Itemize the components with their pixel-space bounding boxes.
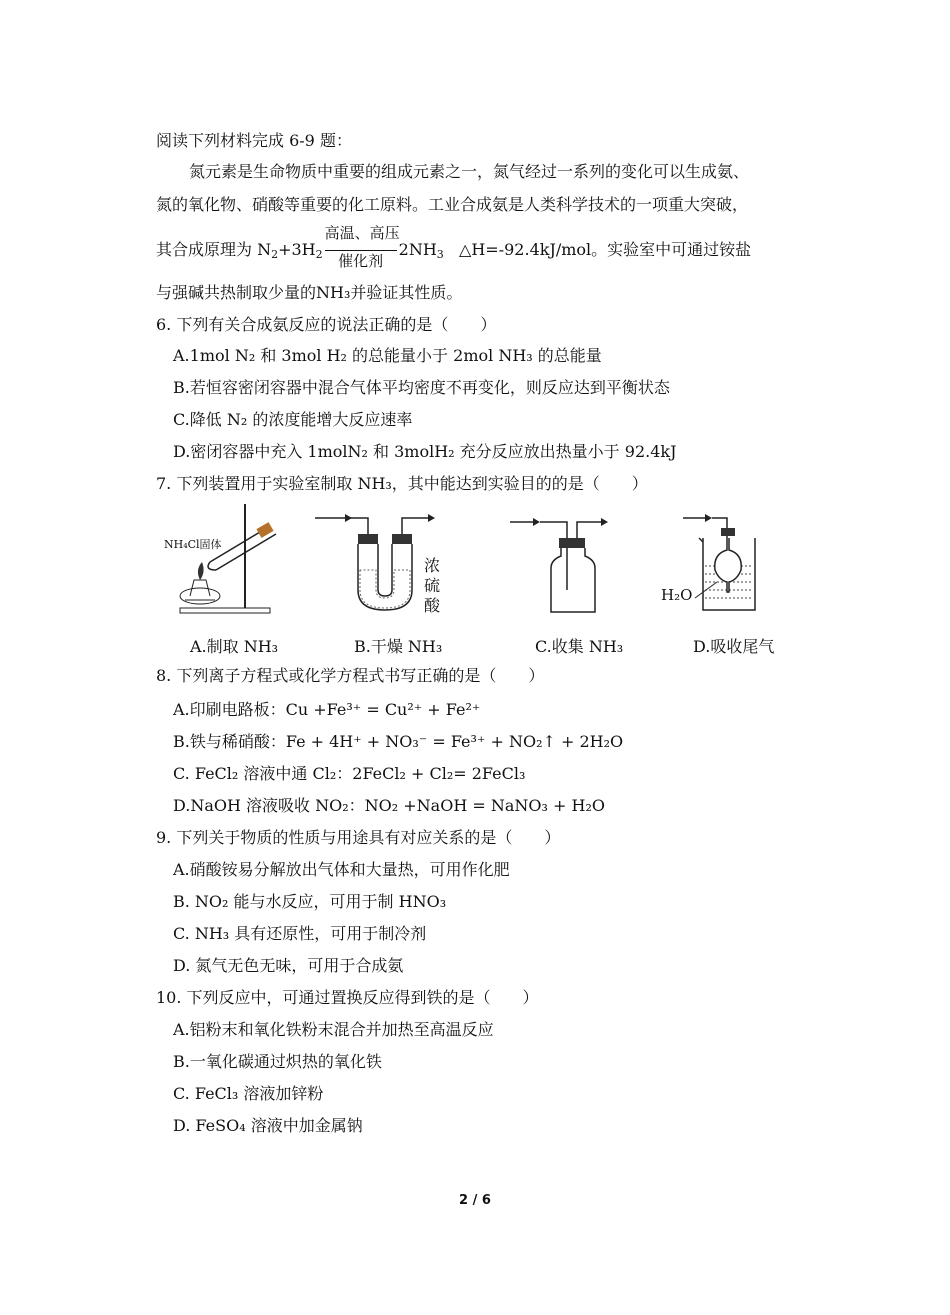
enthalpy: △H=-92.4kJ/mol。 [459, 240, 608, 259]
apparatus-d-label: H₂O [661, 586, 693, 604]
q9-option-c: C. NH₃ 具有还原性，可用于制冷剂 [173, 924, 427, 943]
intro-paragraph-line-3 [156, 223, 752, 270]
q9-stem: 9. 下列关于物质的性质与用途具有对应关系的是（ ） [156, 828, 561, 847]
q10-stem: 10. 下列反应中，可通过置换反应得到铁的是（ ） [156, 988, 539, 1007]
q10-option-c: C. FeCl₃ 溶液加锌粉 [173, 1084, 324, 1103]
caption-b: B.干燥 NH₃ [354, 637, 443, 656]
intro-paragraph-line-4: 与强碱共热制取少量的NH₃并验证其性质。 [156, 283, 463, 302]
intro-paragraph-line-2: 氮的氧化物、硝酸等重要的化工原料。工业合成氨是人类科学技术的一项重大突破， [156, 195, 749, 214]
q6-stem: 6. 下列有关合成氨反应的说法正确的是（ ） [156, 315, 497, 334]
q6-option-d: D.密闭容器中充入 1molN₂ 和 3molH₂ 充分反应放出热量小于 92.4kJ [173, 442, 677, 461]
apparatus-b-label: 浓硫酸 [424, 556, 441, 615]
caption-c: C.收集 NH₃ [535, 637, 624, 656]
q10-option-b: B.一氧化碳通过炽热的氧化铁 [173, 1052, 382, 1071]
q8-option-a: A.印刷电路板：Cu +Fe³⁺ = Cu²⁺ + Fe²⁺ [173, 700, 481, 719]
intro-prefix: 其合成原理为 [156, 240, 258, 259]
q10-option-a: A.铝粉末和氧化铁粉末混合并加热至高温反应 [173, 1020, 494, 1039]
q6-option-b: B.若恒容密闭容器中混合气体平均密度不再变化，则反应达到平衡状态 [173, 378, 670, 397]
q6-option-a: A.1mol N₂ 和 3mol H₂ 的总能量小于 2mol NH₃ 的总能量 [173, 346, 602, 365]
q7-stem: 7. 下列装置用于实验室制取 NH₃，其中能达到实验目的的是（ ） [156, 474, 648, 493]
condition-bottom: 催化剂 [338, 251, 384, 270]
q8-option-c: C. FeCl₂ 溶液中通 Cl₂：2FeCl₂ + Cl₂= 2FeCl₃ [173, 764, 526, 783]
intro-heading: 阅读下列材料完成 6-9 题： [156, 131, 352, 150]
caption-a: A.制取 NH₃ [190, 637, 279, 656]
intro-paragraph-line-1: 氮元素是生命物质中重要的组成元素之一，氮气经过一系列的变化可以生成氨、 [189, 162, 750, 181]
q9-option-b: B. NO₂ 能与水反应，可用于制 HNO₃ [173, 892, 447, 911]
q9-option-a: A.硝酸铵易分解放出气体和大量热，可用作化肥 [173, 860, 510, 879]
apparatus-d-absorption [655, 510, 765, 620]
condition-top: 高温、高压 [324, 223, 400, 242]
q9-option-d: D. 氮气无色无味，可用于合成氨 [173, 956, 404, 975]
apparatus-c-collection-bottle [505, 510, 615, 620]
q6-option-c: C.降低 N₂ 的浓度能增大反应速率 [173, 410, 413, 429]
apparatus-b-u-tube [310, 510, 450, 620]
page-number: 2 / 6 [459, 1193, 491, 1208]
q8-option-b: B.铁与稀硝酸：Fe + 4H⁺ + NO₃⁻ = Fe³⁺ + NO₂↑ + 2H₂O [173, 732, 624, 751]
product: $2NH_3$ [398, 240, 444, 261]
apparatus-a-heating [160, 500, 290, 618]
apparatus-a-label: NH₄Cl固体 [164, 538, 222, 551]
reactants: $N_2+3H_2$ [257, 240, 323, 261]
q8-stem: 8. 下列离子方程式或化学方程式书写正确的是（ ） [156, 666, 545, 685]
reaction-condition [324, 223, 400, 270]
q10-option-d: D. FeSO₄ 溶液中加金属钠 [173, 1116, 363, 1135]
intro-suffix: 实验室中可通过铵盐 [607, 240, 752, 259]
q8-option-d: D.NaOH 溶液吸收 NO₂：NO₂ +NaOH = NaNO₃ + H₂O [173, 796, 606, 815]
caption-d: D.吸收尾气 [693, 637, 775, 656]
